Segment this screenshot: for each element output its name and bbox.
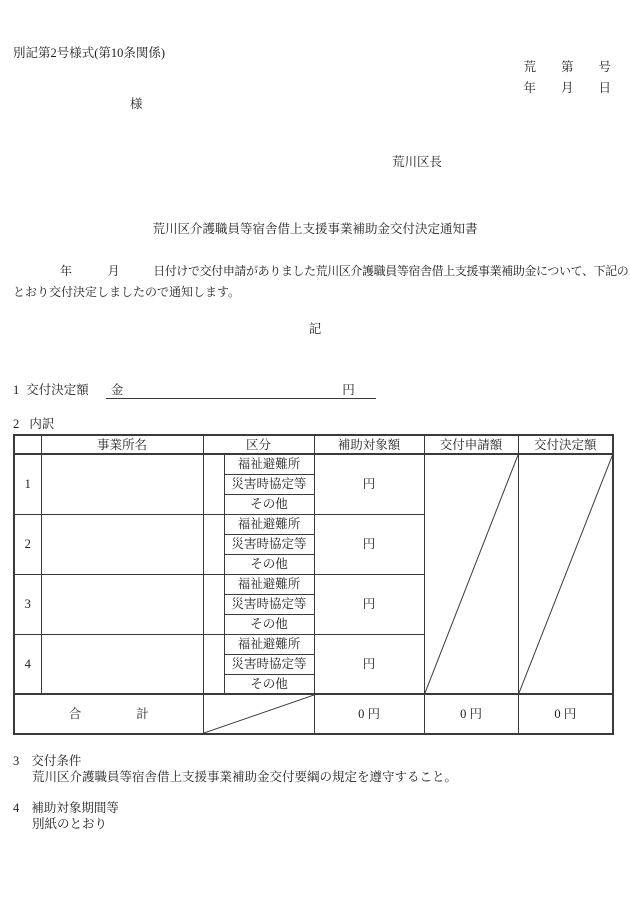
section-3-number: 3 xyxy=(13,754,20,768)
header-target-amount: 補助対象額 xyxy=(314,435,424,454)
section-2-breakdown-heading xyxy=(13,417,54,431)
ref-dai: 第 xyxy=(560,60,574,74)
group-4-number: 4 xyxy=(14,634,41,694)
applied-amount-diagonal-cell xyxy=(424,454,518,694)
decided-amount-diagonal-cell xyxy=(518,454,613,694)
category-disaster-agreement: 災害時協定等 xyxy=(224,534,314,554)
currency-prefix: 金 xyxy=(110,383,124,397)
group-4-office-blank xyxy=(41,634,203,694)
header-category: 区分 xyxy=(203,435,314,454)
group-4-strip xyxy=(203,634,224,694)
reference-number-line xyxy=(523,60,611,74)
date-month: 月 xyxy=(560,81,574,95)
section-4-label: 補助対象期間等 xyxy=(31,801,119,815)
amount-fill-in-gap xyxy=(123,383,342,398)
header-decided-amount: 交付決定額 xyxy=(518,435,613,454)
group-1-office-blank xyxy=(41,454,203,514)
date-year: 年 xyxy=(523,81,536,95)
group-2-unit: 円 xyxy=(314,514,424,574)
section-2-label: 内訳 xyxy=(29,417,55,431)
section-1-label: 交付決定額 xyxy=(26,383,89,397)
group-1-number: 1 xyxy=(14,454,41,514)
para-line1-rest: 日付けで交付申請がありました荒川区介護職員等宿舎借上支援事業補助金について、下記の xyxy=(153,264,629,278)
category-other: その他 xyxy=(224,674,314,694)
table-row xyxy=(14,454,613,474)
date-day: 日 xyxy=(598,81,611,95)
body-paragraph-line1 xyxy=(13,264,628,278)
body-paragraph-line2: とおり交付決定しましたので通知します。 xyxy=(13,285,241,299)
total-row xyxy=(14,694,613,734)
group-1-unit: 円 xyxy=(314,454,424,514)
header-applied-amount: 交付申請額 xyxy=(424,435,518,454)
date-blank-line xyxy=(523,81,611,95)
group-3-office-blank xyxy=(41,574,203,634)
section-4-body: 別紙のとおり xyxy=(32,817,108,831)
table-header-row xyxy=(14,435,613,454)
category-welfare-shelter: 福祉避難所 xyxy=(224,574,314,594)
section-3-label: 交付条件 xyxy=(31,754,82,768)
para-year: 年 xyxy=(60,264,72,278)
total-label-kei: 計 xyxy=(136,707,149,721)
ref-go: 号 xyxy=(598,60,611,74)
group-2-strip xyxy=(203,514,224,574)
sender-name: 荒川区長 xyxy=(392,155,443,169)
group-3-number: 3 xyxy=(14,574,41,634)
section-1-number: 1 xyxy=(13,383,20,397)
total-target-amount: 0 円 xyxy=(314,694,424,734)
breakdown-table xyxy=(13,434,614,735)
group-2-number: 2 xyxy=(14,514,41,574)
group-2-office-blank xyxy=(41,514,203,574)
section-3-heading xyxy=(13,754,81,768)
category-other: その他 xyxy=(224,554,314,574)
addressee-honorific: 様 xyxy=(130,97,143,111)
group-3-unit: 円 xyxy=(314,574,424,634)
diagonal-slash xyxy=(425,455,518,693)
diagonal-slash xyxy=(204,695,314,733)
category-welfare-shelter: 福祉避難所 xyxy=(224,454,314,474)
total-category-diagonal-cell xyxy=(203,694,314,734)
total-label-go: 合 xyxy=(68,707,82,721)
diagonal-slash xyxy=(519,455,613,693)
group-4-unit: 円 xyxy=(314,634,424,694)
group-3-strip xyxy=(203,574,224,634)
section-1-grant-amount xyxy=(13,383,376,399)
form-note: 別記第2号様式(第10条関係) xyxy=(13,46,166,60)
group-1-strip xyxy=(203,454,224,514)
para-month: 月 xyxy=(107,264,120,278)
section-4-number: 4 xyxy=(13,801,20,815)
header-office: 事業所名 xyxy=(41,435,203,454)
category-disaster-agreement: 災害時協定等 xyxy=(224,654,314,674)
category-other: その他 xyxy=(224,494,314,514)
category-welfare-shelter: 福祉避難所 xyxy=(224,634,314,654)
category-disaster-agreement: 災害時協定等 xyxy=(224,594,314,614)
record-mark: 記 xyxy=(308,322,322,336)
total-label-cell xyxy=(14,694,203,734)
section-4-heading xyxy=(13,801,119,815)
total-decided-amount: 0 円 xyxy=(518,694,613,734)
currency-suffix: 円 xyxy=(342,383,355,397)
category-disaster-agreement: 災害時協定等 xyxy=(224,474,314,494)
section-3-body: 荒川区介護職員等宿舎借上支援事業補助金交付要綱の規定を遵守すること。 xyxy=(32,770,458,784)
amount-blank-underline xyxy=(106,383,376,399)
category-welfare-shelter: 福祉避難所 xyxy=(224,514,314,534)
total-applied-amount: 0 円 xyxy=(424,694,518,734)
document-title: 荒川区介護職員等宿舎借上支援事業補助金交付決定通知書 xyxy=(152,222,478,236)
header-empty-cell xyxy=(14,435,41,454)
ref-prefix: 荒 xyxy=(523,60,536,74)
section-2-number: 2 xyxy=(13,417,20,431)
category-other: その他 xyxy=(224,614,314,634)
